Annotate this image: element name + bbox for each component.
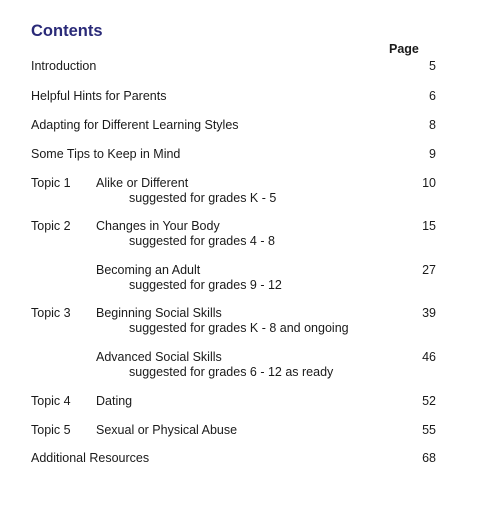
toc-topic-grades: suggested for grades 4 - 8 [129,234,275,248]
toc-entry-label: Helpful Hints for Parents [31,89,167,103]
toc-entry-page: 6 [429,89,436,103]
toc-topic-grades: suggested for grades K - 5 [129,191,277,205]
toc-entry-label: Adapting for Different Learning Styles [31,118,239,132]
toc-entry-label: Some Tips to Keep in Mind [31,147,181,161]
toc-entry-page: 8 [429,118,436,132]
toc-entry-page: 52 [422,394,436,408]
toc-entry-page: 68 [422,451,436,465]
toc-entry-page: 10 [422,176,436,190]
toc-topic-subject: Becoming an Adult [96,263,201,277]
toc-topic-number: Topic 2 [31,219,71,233]
toc-topic-subject: Beginning Social Skills [96,306,222,320]
toc-entry-page: 5 [429,59,436,73]
toc-topic-grades: suggested for grades 9 - 12 [129,278,282,292]
toc-entry-page: 39 [422,306,436,320]
toc-topic-number: Topic 5 [31,423,71,437]
toc-entry-page: 55 [422,423,436,437]
toc-entry-page: 27 [422,263,436,277]
toc-topic-subject: Changes in Your Body [96,219,220,233]
toc-topic-subject: Sexual or Physical Abuse [96,423,238,437]
toc-entry-label: Additional Resources [31,451,150,465]
toc-topic-subject: Dating [96,394,133,408]
page-column-header: Page [389,42,419,56]
toc-topic-grades: suggested for grades K - 8 and ongoing [129,321,349,335]
toc-topic-subject: Alike or Different [96,176,189,190]
page-title: Contents [31,22,103,40]
toc-topic-number: Topic 3 [31,306,71,320]
toc-entry-label: Introduction [31,59,97,73]
toc-entry-page: 9 [429,147,436,161]
toc-entry-page: 46 [422,350,436,364]
toc-entry-page: 15 [422,219,436,233]
toc-topic-subject: Advanced Social Skills [96,350,222,364]
toc-topic-grades: suggested for grades 6 - 12 as ready [129,365,334,379]
toc-topic-number: Topic 1 [31,176,71,190]
toc-topic-number: Topic 4 [31,394,71,408]
